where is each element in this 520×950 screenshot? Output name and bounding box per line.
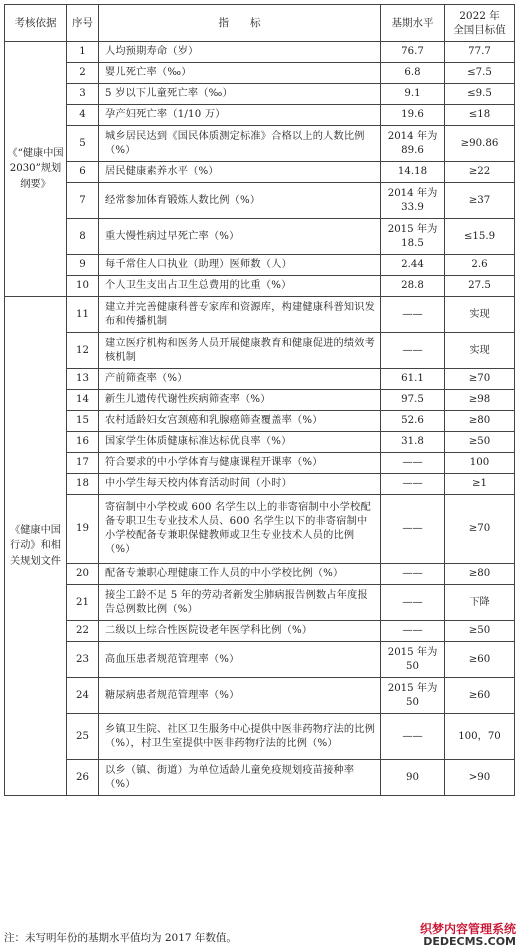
target-cell: ≥70 xyxy=(445,495,515,564)
row-number: 8 xyxy=(67,219,99,255)
table-row xyxy=(5,495,515,564)
row-number: 1 xyxy=(67,42,99,63)
target-cell: ≥90.86 xyxy=(445,126,515,162)
indicator-cell: 寄宿制中小学校或 600 名学生以上的非寄宿制中小学校配备专职卫生专业技术人员、600 名学生以下的非寄宿制中小学校配备专兼职保健教师或卫生专业技术人员的比例（%） xyxy=(99,495,381,564)
table-row xyxy=(5,585,515,621)
table-row xyxy=(5,255,515,276)
target-cell: 实现 xyxy=(445,297,515,333)
header-target xyxy=(445,5,515,42)
row-number: 4 xyxy=(67,105,99,126)
table-row xyxy=(5,183,515,219)
target-cell: 100 xyxy=(445,453,515,474)
table-row xyxy=(5,333,515,369)
table-row xyxy=(5,453,515,474)
watermark-line2: DEDECMS.COM xyxy=(423,934,516,948)
target-cell: ≥60 xyxy=(445,642,515,678)
target-cell: ≥70 xyxy=(445,369,515,390)
target-cell: ≥60 xyxy=(445,678,515,714)
table-row xyxy=(5,564,515,585)
baseline-cell: 2015 年为 50 xyxy=(381,678,445,714)
header-target-line1: 2022 年 xyxy=(459,9,500,22)
row-number: 25 xyxy=(67,714,99,760)
indicator-cell: 5 岁以下儿童死亡率（‰） xyxy=(99,84,381,105)
target-cell: ≤9.5 xyxy=(445,84,515,105)
target-cell: 77.7 xyxy=(445,42,515,63)
indicator-cell: 产前筛查率（%） xyxy=(99,369,381,390)
row-number: 12 xyxy=(67,333,99,369)
watermark-line1: 织梦内容管理系统 xyxy=(419,921,516,936)
target-cell: 2.6 xyxy=(445,255,515,276)
target-cell: 100，70 xyxy=(445,714,515,760)
row-number: 11 xyxy=(67,297,99,333)
table-row xyxy=(5,105,515,126)
row-number: 15 xyxy=(67,411,99,432)
indicator-cell: 每千常住人口执业（助理）医师数（人） xyxy=(99,255,381,276)
header-basis: 考核依据 xyxy=(5,5,67,42)
table-row xyxy=(5,42,515,63)
row-number: 7 xyxy=(67,183,99,219)
indicator-cell: 经常参加体育锻炼人数比例（%） xyxy=(99,183,381,219)
baseline-cell: —— xyxy=(381,333,445,369)
baseline-cell: —— xyxy=(381,495,445,564)
table-row xyxy=(5,126,515,162)
target-cell: ≤15.9 xyxy=(445,219,515,255)
target-cell: ≥1 xyxy=(445,474,515,495)
indicator-cell: 新生儿遗传代谢性疾病筛查率（%） xyxy=(99,390,381,411)
baseline-cell: 2015 年为 18.5 xyxy=(381,219,445,255)
row-number: 23 xyxy=(67,642,99,678)
baseline-cell: —— xyxy=(381,621,445,642)
footnote: 注：未写明年份的基期水平值均为 2017 年数值。 xyxy=(4,932,237,944)
baseline-cell: 52.6 xyxy=(381,411,445,432)
table-row xyxy=(5,432,515,453)
indicator-cell: 城乡居民达到《国民体质测定标准》合格以上的人数比例（%） xyxy=(99,126,381,162)
table-row xyxy=(5,369,515,390)
table-header-row xyxy=(5,5,515,42)
baseline-cell: —— xyxy=(381,564,445,585)
baseline-cell: 2.44 xyxy=(381,255,445,276)
indicator-cell: 婴儿死亡率（‰） xyxy=(99,63,381,84)
indicator-cell: 农村适龄妇女宫颈癌和乳腺癌筛查覆盖率（%） xyxy=(99,411,381,432)
baseline-cell: —— xyxy=(381,453,445,474)
row-number: 19 xyxy=(67,495,99,564)
target-cell: ≥50 xyxy=(445,621,515,642)
row-number: 21 xyxy=(67,585,99,621)
table-row xyxy=(5,390,515,411)
baseline-cell: 14.18 xyxy=(381,162,445,183)
target-cell: ≥80 xyxy=(445,411,515,432)
indicator-cell: 接尘工龄不足 5 年的劳动者新发尘肺病报告例数占年度报告总例数比例（%） xyxy=(99,585,381,621)
table-row xyxy=(5,162,515,183)
indicator-cell: 建立并完善健康科普专家库和资源库，构建健康科普知识发布和传播机制 xyxy=(99,297,381,333)
indicator-cell: 建立医疗机构和医务人员开展健康教育和健康促进的绩效考核机制 xyxy=(99,333,381,369)
basis-cell: 《健康中国行动》和相关规划文件 xyxy=(5,297,67,796)
baseline-cell: 2015 年为 50 xyxy=(381,642,445,678)
target-cell: 实现 xyxy=(445,333,515,369)
target-cell: >90 xyxy=(445,760,515,796)
indicator-cell: 重大慢性病过早死亡率（%） xyxy=(99,219,381,255)
baseline-cell: 28.8 xyxy=(381,276,445,297)
baseline-cell: —— xyxy=(381,297,445,333)
table-row xyxy=(5,297,515,333)
table-row xyxy=(5,219,515,255)
indicator-cell: 高血压患者规范管理率（%） xyxy=(99,642,381,678)
row-number: 24 xyxy=(67,678,99,714)
row-number: 14 xyxy=(67,390,99,411)
row-number: 18 xyxy=(67,474,99,495)
row-number: 5 xyxy=(67,126,99,162)
indicator-cell: 孕产妇死亡率（1/10 万） xyxy=(99,105,381,126)
baseline-cell: 76.7 xyxy=(381,42,445,63)
indicator-cell: 人均预期寿命（岁） xyxy=(99,42,381,63)
row-number: 2 xyxy=(67,63,99,84)
table-row xyxy=(5,276,515,297)
target-cell: ≥80 xyxy=(445,564,515,585)
baseline-cell: 19.6 xyxy=(381,105,445,126)
target-cell: ≤18 xyxy=(445,105,515,126)
table-body xyxy=(5,42,515,796)
table-row xyxy=(5,84,515,105)
indicator-cell: 二级以上综合性医院设老年医学科比例（%） xyxy=(99,621,381,642)
row-number: 22 xyxy=(67,621,99,642)
row-number: 20 xyxy=(67,564,99,585)
target-cell: 下降 xyxy=(445,585,515,621)
table-row xyxy=(5,678,515,714)
basis-cell: 《“健康中国 2030”规划纲要》 xyxy=(5,42,67,297)
baseline-cell: 61.1 xyxy=(381,369,445,390)
row-number: 13 xyxy=(67,369,99,390)
baseline-cell: 97.5 xyxy=(381,390,445,411)
indicator-cell: 中小学生每天校内体育活动时间（小时） xyxy=(99,474,381,495)
table-row xyxy=(5,642,515,678)
header-target-line2: 全国目标值 xyxy=(453,24,506,36)
table-row xyxy=(5,760,515,796)
header-baseline: 基期水平 xyxy=(381,5,445,42)
table-row xyxy=(5,63,515,84)
baseline-cell: 2014 年为 33.9 xyxy=(381,183,445,219)
indicator-cell: 国家学生体质健康标准达标优良率（%） xyxy=(99,432,381,453)
indicator-cell: 糖尿病患者规范管理率（%） xyxy=(99,678,381,714)
target-cell: ≤7.5 xyxy=(445,63,515,84)
indicator-cell: 乡镇卫生院、社区卫生服务中心提供中医非药物疗法的比例（%），村卫生室提供中医非药物疗法的比例（%） xyxy=(99,714,381,760)
baseline-cell: 90 xyxy=(381,760,445,796)
row-number: 9 xyxy=(67,255,99,276)
target-cell: ≥98 xyxy=(445,390,515,411)
baseline-cell: 2014 年为 89.6 xyxy=(381,126,445,162)
row-number: 17 xyxy=(67,453,99,474)
target-cell: ≥50 xyxy=(445,432,515,453)
indicator-cell: 居民健康素养水平（%） xyxy=(99,162,381,183)
row-number: 16 xyxy=(67,432,99,453)
indicator-cell: 个人卫生支出占卫生总费用的比重（%） xyxy=(99,276,381,297)
table-row xyxy=(5,411,515,432)
target-cell: 27.5 xyxy=(445,276,515,297)
header-no: 序号 xyxy=(67,5,99,42)
table-row xyxy=(5,714,515,760)
row-number: 6 xyxy=(67,162,99,183)
header-indicator: 指 标 xyxy=(99,5,381,42)
baseline-cell: 31.8 xyxy=(381,432,445,453)
table-row xyxy=(5,474,515,495)
baseline-cell: —— xyxy=(381,585,445,621)
target-cell: ≥37 xyxy=(445,183,515,219)
baseline-cell: 6.8 xyxy=(381,63,445,84)
indicator-table xyxy=(4,4,515,796)
indicator-cell: 符合要求的中小学体育与健康课程开课率（%） xyxy=(99,453,381,474)
row-number: 10 xyxy=(67,276,99,297)
baseline-cell: 9.1 xyxy=(381,84,445,105)
indicator-cell: 配备专兼职心理健康工作人员的中小学校比例（%） xyxy=(99,564,381,585)
row-number: 3 xyxy=(67,84,99,105)
baseline-cell: —— xyxy=(381,714,445,760)
table-row xyxy=(5,621,515,642)
baseline-cell: —— xyxy=(381,474,445,495)
watermark xyxy=(420,923,516,948)
target-cell: ≥22 xyxy=(445,162,515,183)
row-number: 26 xyxy=(67,760,99,796)
indicator-cell: 以乡（镇、街道）为单位适龄儿童免疫规划疫苗接种率（%） xyxy=(99,760,381,796)
